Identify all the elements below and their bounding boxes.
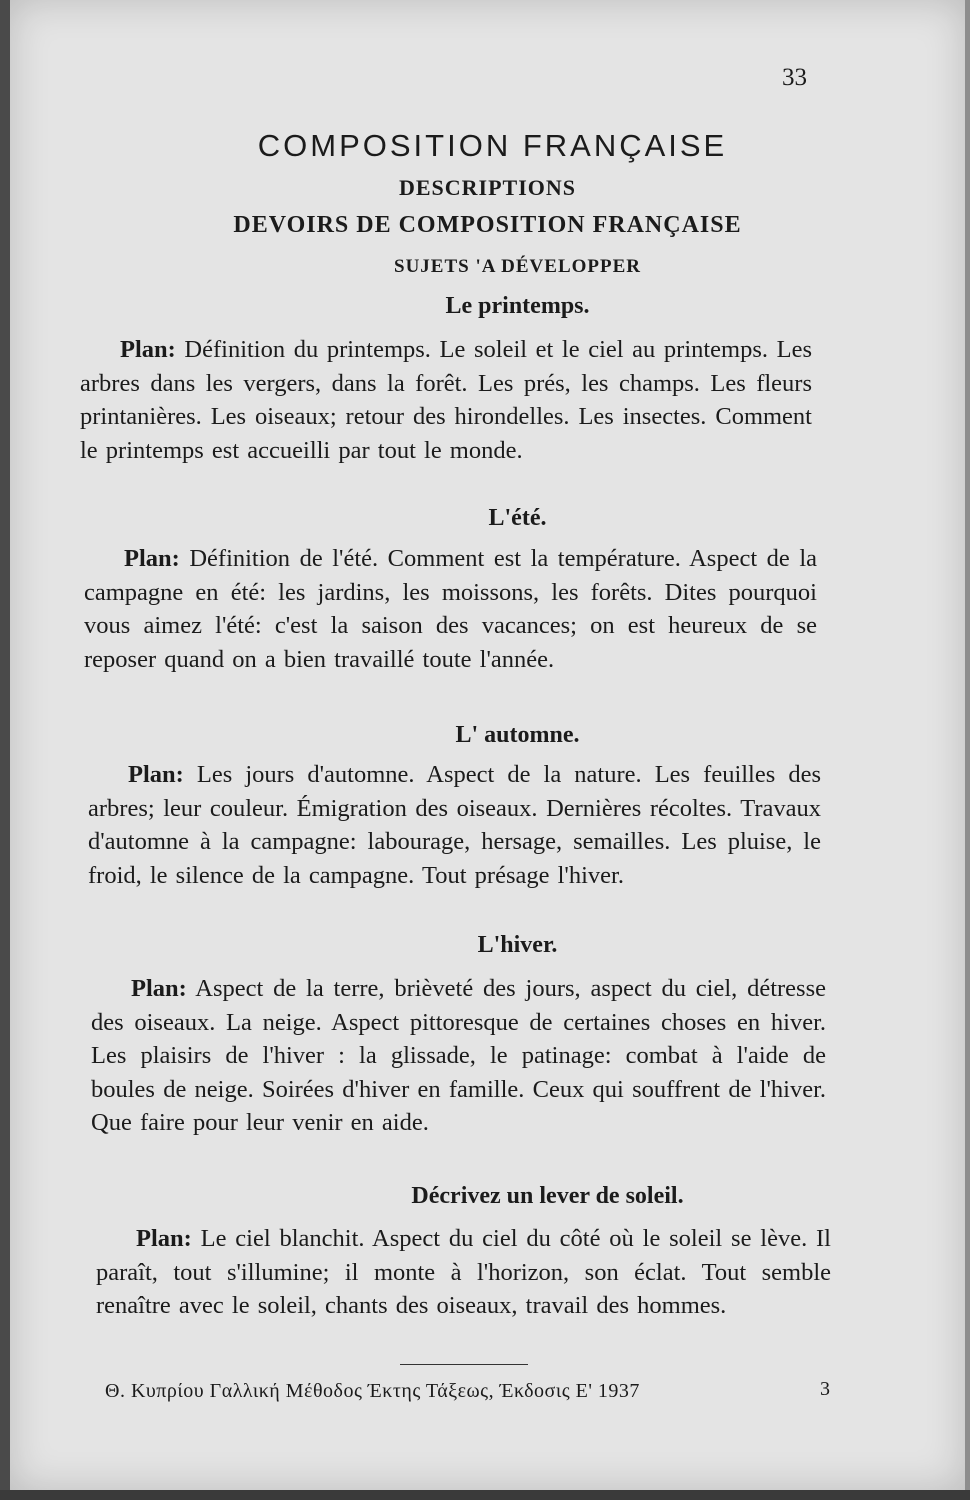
sujets-heading: SUJETS 'A DÉVELOPPER xyxy=(394,256,641,277)
scan-edge xyxy=(0,1490,970,1500)
plan-text: Définition de l'été. Comment est la température. Aspect de la campagne en été: les jardins, les moissons, les forêts. Dites pourquoi vous aimez l'été: c'est la saison des vacances; on est heureux de se reposer quand on a bien travaillé toute l'année. xyxy=(84,545,817,673)
plan-text: Définition du printemps. Le soleil et le ciel au printemps. Les arbres dans les vergers, dans la forêt. Les prés, les champs. Les fleurs printanières. Les oiseaux; retour des hirondelles. Les insectes. Comment le printemps est accueilli par tout le monde. xyxy=(80,336,812,464)
footer-rule xyxy=(400,1364,528,1365)
descriptions-heading: DESCRIPTIONS xyxy=(398,175,577,200)
section-title-hiver: L'hiver. xyxy=(477,932,558,958)
section-title-printemps: Le printemps. xyxy=(445,293,590,319)
plan-text: Aspect de la terre, brièveté des jours, aspect du ciel, détresse des oiseaux. La neige. Aspect pittoresque de certaines choses en hiver. Les plaisirs de l'hiver : la glissade, le patinage: combat à l'aide de boules de neige. Soirées d'hiver en famille. Ceux qui souffrent de l'hiver. Que faire pour leur venir en aide. xyxy=(91,975,826,1136)
plan-text: Le ciel blanchit. Aspect du ciel du côté où le soleil se lève. Il paraît, tout s'illumine; il monte à l'horizon, son éclat. Tout semble renaître avec le soleil, chants des oiseaux, travail des hommes. xyxy=(96,1225,831,1319)
devoirs-heading: DEVOIRS DE COMPOSITION FRANÇAISE xyxy=(233,212,742,238)
section-plan-soleil xyxy=(96,1222,831,1323)
plan-label: Plan: xyxy=(131,975,187,1002)
section-title-ete: L'été. xyxy=(488,505,547,531)
footer-citation: Θ. Κυπρίου Γαλλική Μέθοδος Έκτης Τάξεως, Έκδοσις Ε' 1937 xyxy=(105,1380,640,1402)
section-title-soleil: Décrivez un lever de soleil. xyxy=(411,1183,684,1209)
book-spine xyxy=(0,0,10,1500)
section-title-automne: L' automne. xyxy=(455,722,580,748)
plan-text: Les jours d'automne. Aspect de la nature. Les feuilles des arbres; leur couleur. Émigration des oiseaux. Dernières récoltes. Travaux d'automne à la campagne: labourage, hersage, semailles. Les pluise, le froid, le silence de la campagne. Tout présage l'hiver. xyxy=(88,761,821,889)
section-plan-hiver xyxy=(91,972,826,1140)
section-plan-automne xyxy=(88,758,821,892)
page-number: 33 xyxy=(782,64,807,91)
book-page xyxy=(10,0,965,1490)
plan-label: Plan: xyxy=(136,1225,192,1252)
plan-label: Plan: xyxy=(128,761,184,788)
main-heading: COMPOSITION FRANÇAISE xyxy=(257,128,728,163)
plan-label: Plan: xyxy=(120,336,176,363)
signature-mark: 3 xyxy=(820,1378,830,1400)
plan-label: Plan: xyxy=(124,545,180,572)
section-plan-printemps xyxy=(80,333,812,467)
section-plan-ete xyxy=(84,542,817,676)
